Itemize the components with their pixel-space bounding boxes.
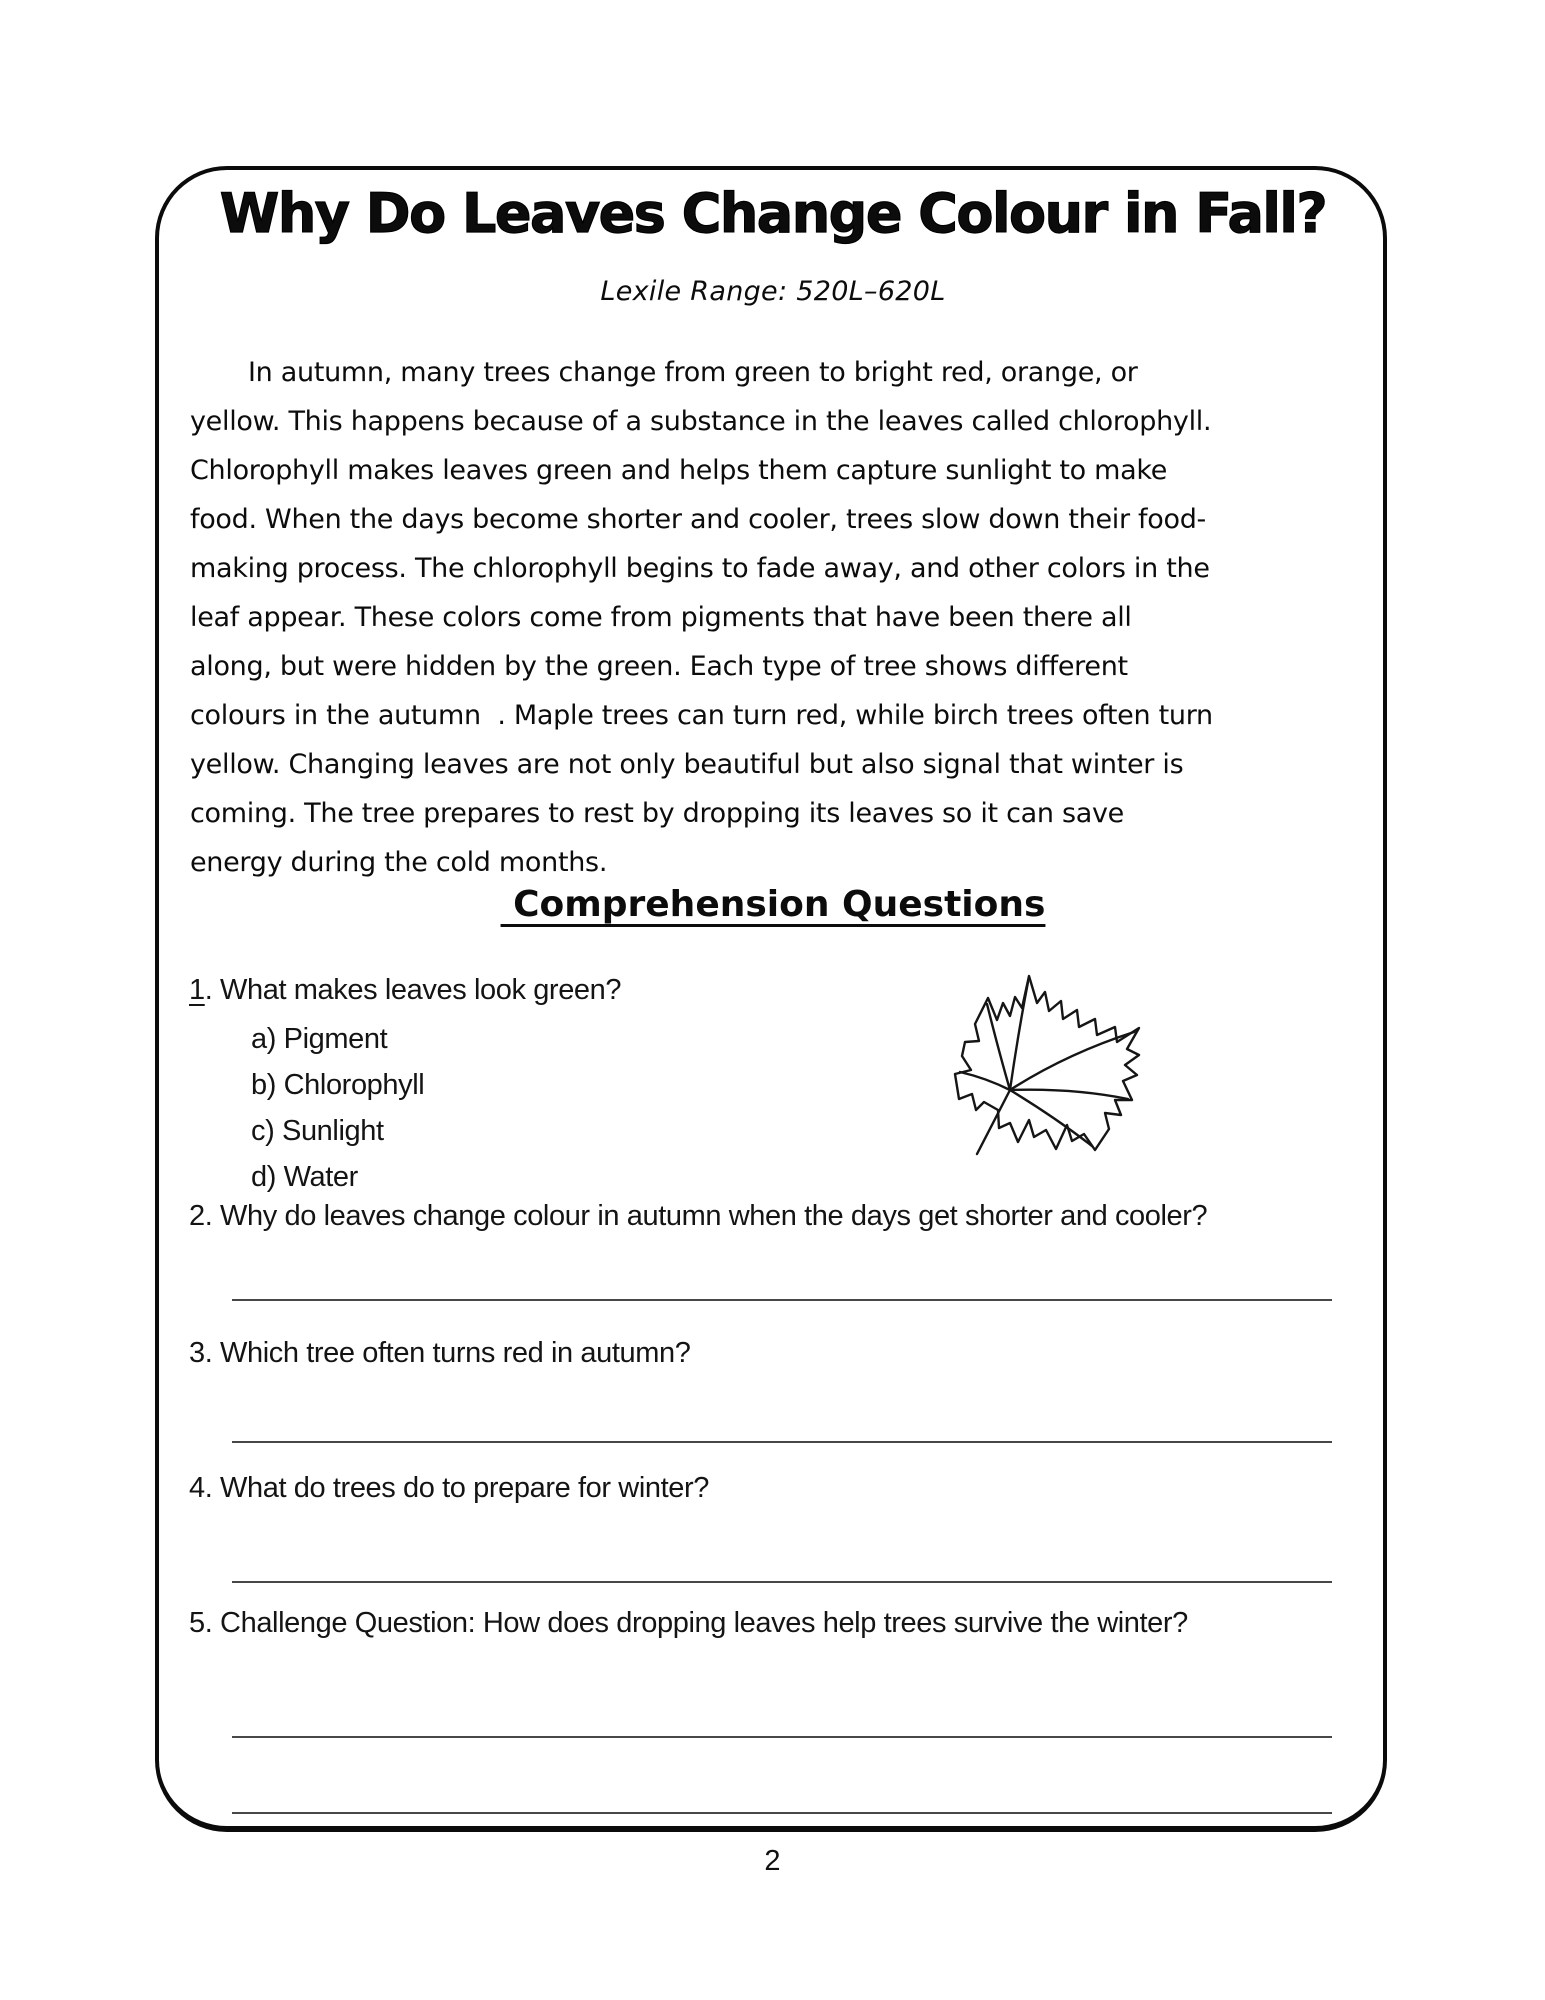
passage-line: coming. The tree prepares to rest by dropping its leaves so it can save: [190, 798, 1124, 829]
passage-line: energy during the cold months.: [190, 847, 608, 878]
answer-line-q5-1[interactable]: [232, 1736, 1332, 1738]
comprehension-heading: [157, 884, 1389, 925]
question-4: 4. What do trees do to prepare for winter?: [189, 1472, 709, 1504]
question-2: 2. Why do leaves change colour in autumn when the days get shorter and cooler?: [189, 1200, 1208, 1232]
comprehension-heading-text: Comprehension Questions: [500, 884, 1046, 925]
passage-line: leaf appear. These colors come from pigments that have been there all: [190, 602, 1132, 633]
question-5: 5. Challenge Question: How does dropping leaves help trees survive the winter?: [189, 1607, 1188, 1639]
answer-line-q4[interactable]: [232, 1581, 1332, 1583]
mc-option[interactable]: c) Sunlight: [251, 1115, 384, 1147]
answer-line-q2[interactable]: [232, 1299, 1332, 1301]
lexile-range-subtitle: Lexile Range: 520L–620L: [600, 276, 946, 307]
question-1-options: [251, 1016, 424, 1200]
question-1: [189, 974, 1369, 1007]
passage-line: colours in the autumn . Maple trees can turn red, while birch trees often turn: [190, 700, 1213, 731]
answer-line-q3[interactable]: [232, 1441, 1332, 1443]
question-1-text: . What makes leaves look green?: [204, 974, 622, 1006]
mc-option[interactable]: a) Pigment: [251, 1023, 388, 1055]
passage-line: In autumn, many trees change from green to bright red, orange, or: [248, 357, 1138, 388]
reading-passage: [190, 348, 1370, 887]
passage-line: along, but were hidden by the green. Each type of tree shows different: [190, 651, 1128, 682]
passage-line: food. When the days become shorter and cooler, trees slow down their food-: [190, 504, 1206, 535]
question-3: 3. Which tree often turns red in autumn?: [189, 1337, 691, 1369]
passage-line: Chlorophyll makes leaves green and helps them capture sunlight to make: [190, 455, 1168, 486]
mc-option[interactable]: d) Water: [251, 1161, 358, 1193]
passage-line: yellow. This happens because of a substance in the leaves called chlorophyll.: [190, 406, 1212, 437]
mc-option[interactable]: b) Chlorophyll: [251, 1069, 425, 1101]
page-title: Why Do Leaves Change Colour in Fall?: [219, 182, 1327, 245]
passage-line: yellow. Changing leaves are not only beautiful but also signal that winter is: [190, 749, 1184, 780]
answer-line-q5-2[interactable]: [232, 1812, 1332, 1814]
question-1-number: 1: [189, 974, 205, 1006]
passage-line: making process. The chlorophyll begins to fade away, and other colors in the: [190, 553, 1210, 584]
page-number: 2: [764, 1845, 781, 1877]
